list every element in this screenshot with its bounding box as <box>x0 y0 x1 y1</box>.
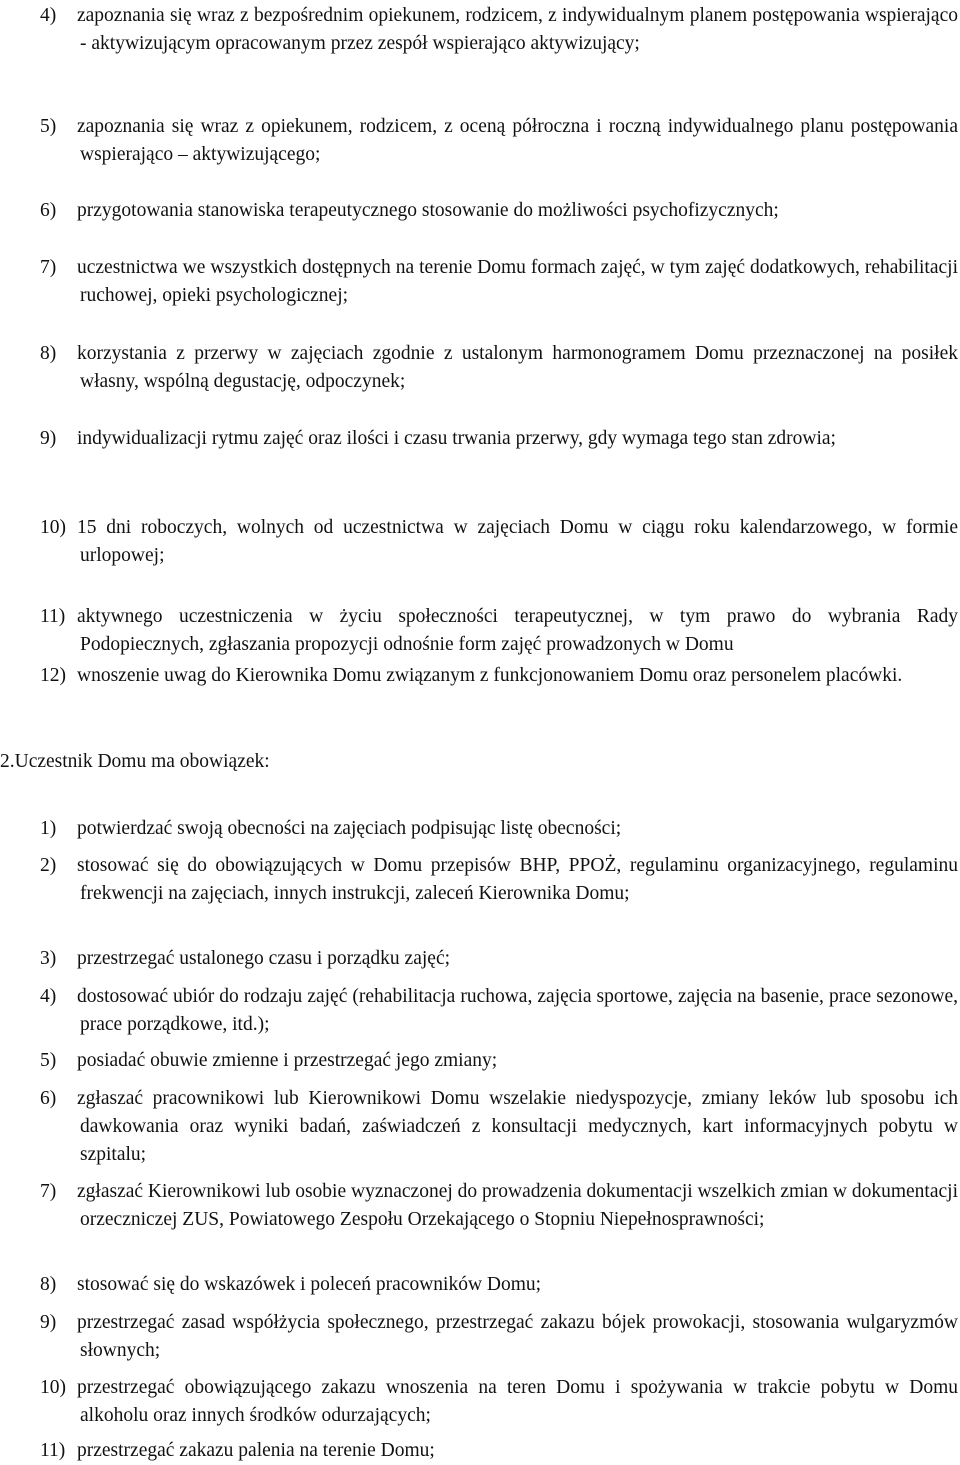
list-item <box>40 983 958 1039</box>
item-number: 6) <box>40 200 57 221</box>
item-text: zgłaszać pracownikowi lub Kierownikowi Domu wszelakie niedyspozycje, zmiany leków lub sposobu ich dawkowania oraz wyniki badań, zaświadczeń z konsultacji medycznych, kart informacyjnych pobytu w szpitalu; <box>77 1088 958 1165</box>
list-item <box>40 945 958 973</box>
list-item <box>40 340 958 396</box>
list-item <box>40 603 958 659</box>
list-item <box>40 2 958 58</box>
item-number: 6) <box>40 1088 57 1109</box>
item-text: przygotowania stanowiska terapeutycznego stosowanie do możliwości psychofizycznych; <box>77 200 779 221</box>
list-item <box>40 1047 958 1075</box>
list-item <box>40 425 958 453</box>
item-number: 4) <box>40 986 57 1007</box>
item-text: stosować się do wskazówek i poleceń pracowników Domu; <box>77 1274 542 1295</box>
list-item <box>40 662 958 690</box>
item-text: indywidualizacji rytmu zajęć oraz ilości i czasu trwania przerwy, gdy wymaga tego stan zdrowia; <box>77 428 836 449</box>
item-text: przestrzegać obowiązującego zakazu wnoszenia na teren Domu i spożywania w trakcie pobytu w Domu alkoholu oraz innych środków odurzających; <box>77 1377 958 1426</box>
item-text: wnoszenie uwag do Kierownika Domu związanym z funkcjonowaniem Domu oraz personelem placówki. <box>77 665 903 686</box>
item-text: korzystania z przerwy w zajęciach zgodnie z ustalonym harmonogramem Domu przeznaczonej na posiłek własny, wspólną degustację, odpoczynek; <box>77 343 958 392</box>
list-item <box>40 852 958 908</box>
item-text: zapoznania się wraz z bezpośrednim opiekunem, rodzicem, z indywidualnym planem postępowania wspierająco - aktywizującym opracowanym przez zespół wspierająco aktywizujący; <box>77 5 958 54</box>
item-number: 11) <box>40 606 66 627</box>
list-item <box>40 254 958 310</box>
list-item <box>40 113 958 169</box>
list-item <box>40 1437 958 1465</box>
item-number: 9) <box>40 428 57 449</box>
item-number: 1) <box>40 818 57 839</box>
item-number: 10) <box>40 1377 66 1398</box>
item-text: posiadać obuwie zmienne i przestrzegać jego zmiany; <box>77 1050 498 1071</box>
list-item <box>40 1178 958 1234</box>
list-item <box>40 1271 958 1299</box>
item-text: aktywnego uczestniczenia w życiu społeczności terapeutycznej, w tym prawo do wybrania Rady Podopiecznych, zgłaszania propozycji odnośnie form zajęć prowadzonych w Domu <box>77 606 958 655</box>
item-text: zapoznania się wraz z opiekunem, rodzicem, z oceną półroczna i roczną indywidualnego planu postępowania wspierająco – aktywizującego; <box>77 116 958 165</box>
item-text: uczestnictwa we wszystkich dostępnych na terenie Domu formach zajęć, w tym zajęć dodatkowych, rehabilitacji ruchowej, opieki psychologicznej; <box>77 257 958 306</box>
item-text: przestrzegać zasad współżycia społecznego, przestrzegać zakazu bójek prowokacji, stosowania wulgaryzmów słownych; <box>77 1312 958 1361</box>
item-number: 9) <box>40 1312 57 1333</box>
item-number: 12) <box>40 665 66 686</box>
item-text: 15 dni roboczych, wolnych od uczestnictwa w zajęciach Domu w ciągu roku kalendarzowego, w formie urlopowej; <box>77 517 958 566</box>
item-number: 5) <box>40 1050 57 1071</box>
list-item <box>40 1309 958 1365</box>
item-number: 10) <box>40 517 66 538</box>
item-text: zgłaszać Kierownikowi lub osobie wyznaczonej do prowadzenia dokumentacji wszelkich zmian w dokumentacji orzeczniczej ZUS, Powiatowego Zespołu Orzekającego o Stopniu Niepełnosprawności; <box>77 1181 958 1230</box>
list-item <box>40 197 958 225</box>
item-number: 3) <box>40 948 57 969</box>
item-text: przestrzegać zakazu palenia na terenie Domu; <box>77 1440 435 1461</box>
item-number: 4) <box>40 5 57 26</box>
item-text: przestrzegać ustalonego czasu i porządku zajęć; <box>77 948 451 969</box>
item-number: 7) <box>40 1181 57 1202</box>
item-number: 2) <box>40 855 57 876</box>
item-text: stosować się do obowiązujących w Domu przepisów BHP, PPOŻ, regulaminu organizacyjnego, regulaminu frekwencji na zajęciach, innych instrukcji, zaleceń Kierownika Domu; <box>77 855 958 904</box>
list-item <box>40 815 958 843</box>
item-number: 8) <box>40 1274 57 1295</box>
item-text: dostosować ubiór do rodzaju zajęć (rehabilitacja ruchowa, zajęcia sportowe, zajęcia na basenie, prace sezonowe, prace porządkowe, itd.); <box>77 986 958 1035</box>
list-item <box>40 1085 958 1169</box>
list-item <box>40 1374 958 1430</box>
item-number: 7) <box>40 257 57 278</box>
section-heading: 2.Uczestnik Domu ma obowiązek: <box>0 751 270 772</box>
item-number: 8) <box>40 343 57 364</box>
item-number: 11) <box>40 1440 66 1461</box>
list-item <box>40 514 958 570</box>
item-number: 5) <box>40 116 57 137</box>
item-text: potwierdzać swoją obecności na zajęciach podpisując listę obecności; <box>77 818 622 839</box>
